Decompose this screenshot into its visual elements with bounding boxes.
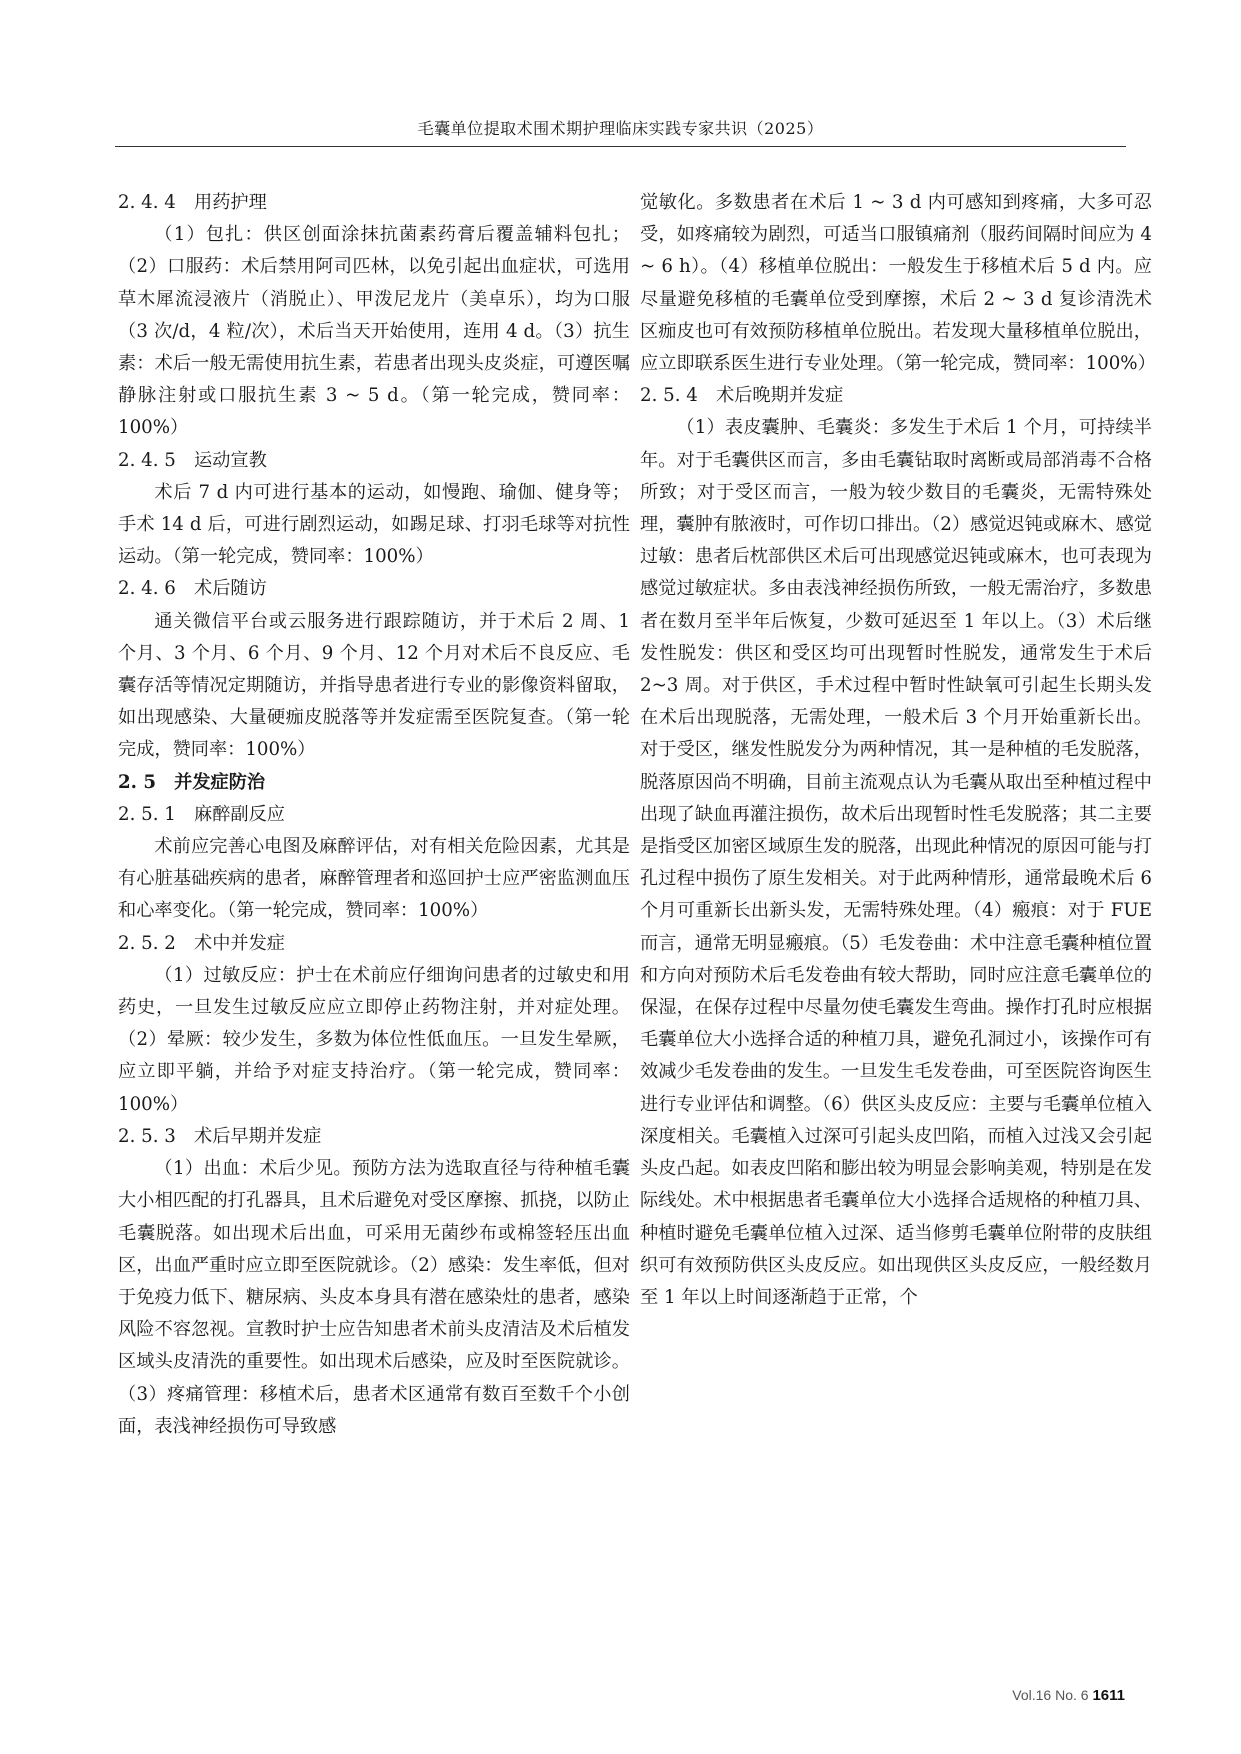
paragraph: 术前应完善心电图及麻醉评估，对有相关危险因素，尤其是有心脏基础疾病的患者，麻醉管理者和巡回护士应严密监测血压和心率变化。（第一轮完成，赞同率：100%） [118,836,630,922]
section-heading: 2. 4. 6 术后随访 [118,578,267,600]
section-heading: 2. 5. 3 术后早期并发症 [118,1125,322,1147]
section-heading: 2. 4. 4 用药护理 [118,192,267,213]
volume-issue: Vol.16 No. 6 [1012,1687,1089,1703]
section-heading: 2. 5. 2 术中并发症 [118,932,285,954]
header-rule [115,146,1126,147]
page-number: 1611 [1092,1687,1125,1704]
paragraph: 觉敏化。多数患者在术后 1 ~ 3 d 内可感知到疼痛，大多可忍受，如疼痛较为剧烈，可适当口服镇痛剂（服药间隔时间应为 4 ~ 6 h）。（4）移植单位脱出：一般发生于移植术后 5 d 内。应尽量避免移植的毛囊单位受到摩擦，术后 2 ~ 3 d 复诊清洗术区痂皮也可有效预防移植单位脱出。若发现大量移植单位脱出，应立即联系医生进行专业处理。（第一轮完成，赞同率：100%） [640,192,1156,375]
section-heading: 2. 5 并发症防治 [118,771,266,793]
paragraph: （1）出血：术后少见。预防方法为选取直径与待种植毛囊大小相匹配的打孔器具，且术后避免对受区摩擦、抓挠，以防止毛囊脱落。如出现术后出血，可采用无菌纱布或棉签轻压出血区，出血严重时应立即至医院就诊。（2）感染：发生率低，但对于免疫力低下、糖尿病、头皮本身具有潜在感染灶的患者，感染风险不容忽视。宣教时护士应告知患者术前头皮清洁及术后植发区域头皮清洗的重要性。如出现术后感染，应及时至医院就诊。（3）疼痛管理：移植术后，患者术区通常有数百至数千个小创面，表浅神经损伤可导致感 [118,1158,630,1437]
section-heading: 2. 5. 1 麻醉副反应 [118,803,285,825]
right-column [640,187,1156,1314]
paragraph: （1）包扎：供区创面涂抹抗菌素药膏后覆盖辅料包扎；（2）口服药：术后禁用阿司匹林，以免引起出血症状，可选用草木犀流浸液片（消脱止）、甲泼尼龙片（美卓乐），均为口服（3 次/d，4 粒/次），术后当天开始使用，连用 4 d。（3）抗生素：术后一般无需使用抗生素，若患者出现头皮炎症，可遵医嘱静脉注射或口服抗生素 3 ~ 5 d。（第一轮完成，赞同率：100%） [118,224,630,439]
paragraph: 通关微信平台或云服务进行跟踪随访，并于术后 2 周、1 个月、3 个月、6 个月、9 个月、12 个月对术后不良反应、毛囊存活等情况定期随访，并指导患者进行专业的影像资料留取，如出现感染、大量硬痂皮脱落等并发症需至医院复查。（第一轮完成，赞同率：100%） [118,610,630,761]
paragraph: （1）过敏反应：护士在术前应仔细询问患者的过敏史和用药史，一旦发生过敏反应应立即停止药物注射，并对症处理。（2）晕厥：较少发生，多数为体位性低血压。一旦发生晕厥，应立即平躺，并给予对症支持治疗。（第一轮完成，赞同率：100%） [118,964,630,1115]
paragraph: （1）表皮囊肿、毛囊炎：多发生于术后 1 个月，可持续半年。对于毛囊供区而言，多由毛囊钻取时离断或局部消毒不合格所致；对于受区而言，一般为较少数目的毛囊炎，无需特殊处理，囊肿有脓液时，可作切口排出。（2）感觉迟钝或麻木、感觉过敏：患者后枕部供区术后可出现感觉迟钝或麻木，也可表现为感觉过敏症状。多由表浅神经损伤所致，一般无需治疗，多数患者在数月至半年后恢复，少数可延迟至 1 年以上。（3）术后继发性脱发：供区和受区均可出现暂时性脱发，通常发生于术后 2~3 周。对于供区，手术过程中暂时性缺氧可引起生长期头发在术后出现脱落，无需处理，一般术后 3 个月开始重新长出。对于受区，继发性脱发分为两种情况，其一是种植的毛发脱落，脱落原因尚不明确，目前主流观点认为毛囊从取出至种植过程中出现了缺血再灌注损伤，故术后出现暂时性毛发脱落；其二主要是指受区加密区域原生发的脱落，出现此种情况的原因可能与打孔过程中损伤了原生发相关。对于此两种情形，通常最晚术后 6 个月可重新长出新头发，无需特殊处理。（4）瘢痕：对于 FUE 而言，通常无明显瘢痕。（5）毛发卷曲：术中注意毛囊种植位置和方向对预防术后毛发卷曲有较大帮助，同时应注意毛囊单位的保湿，在保存过程中尽量勿使毛囊发生弯曲。操作打孔时应根据毛囊单位大小选择合适的种植刀具，避免孔洞过小，该操作可有效减少毛发卷曲的发生。一旦发生毛发卷曲，可至医院咨询医生进行专业评估和调整。（6）供区头皮反应：主要与毛囊单位植入深度相关。毛囊植入过深可引起头皮凹陷，而植入过浅又会引起头皮凸起。如表皮凹陷和膨出较为明显会影响美观，特别是在发际线处。术中根据患者毛囊单位大小选择合适规格的种植刀具、种植时避免毛囊单位植入过深、适当修剪毛囊单位附带的皮肤组织可有效预防供区头皮反应。如出现供区头皮反应，一般经数月至 1 年以上时间逐渐趋于正常，个 [640,417,1152,1308]
section-heading: 2. 5. 4 术后晚期并发症 [640,385,844,407]
left-column [118,187,630,1443]
section-heading: 2. 4. 5 运动宣教 [118,449,267,471]
paragraph: 术后 7 d 内可进行基本的运动，如慢跑、瑜伽、健身等；手术 14 d 后，可进行剧烈运动，如踢足球、打羽毛球等对抗性运动。（第一轮完成，赞同率：100%） [118,481,630,568]
running-header: 毛囊单位提取术围术期护理临床实践专家共识（2025） [417,119,824,138]
page-footer [1012,1687,1125,1704]
